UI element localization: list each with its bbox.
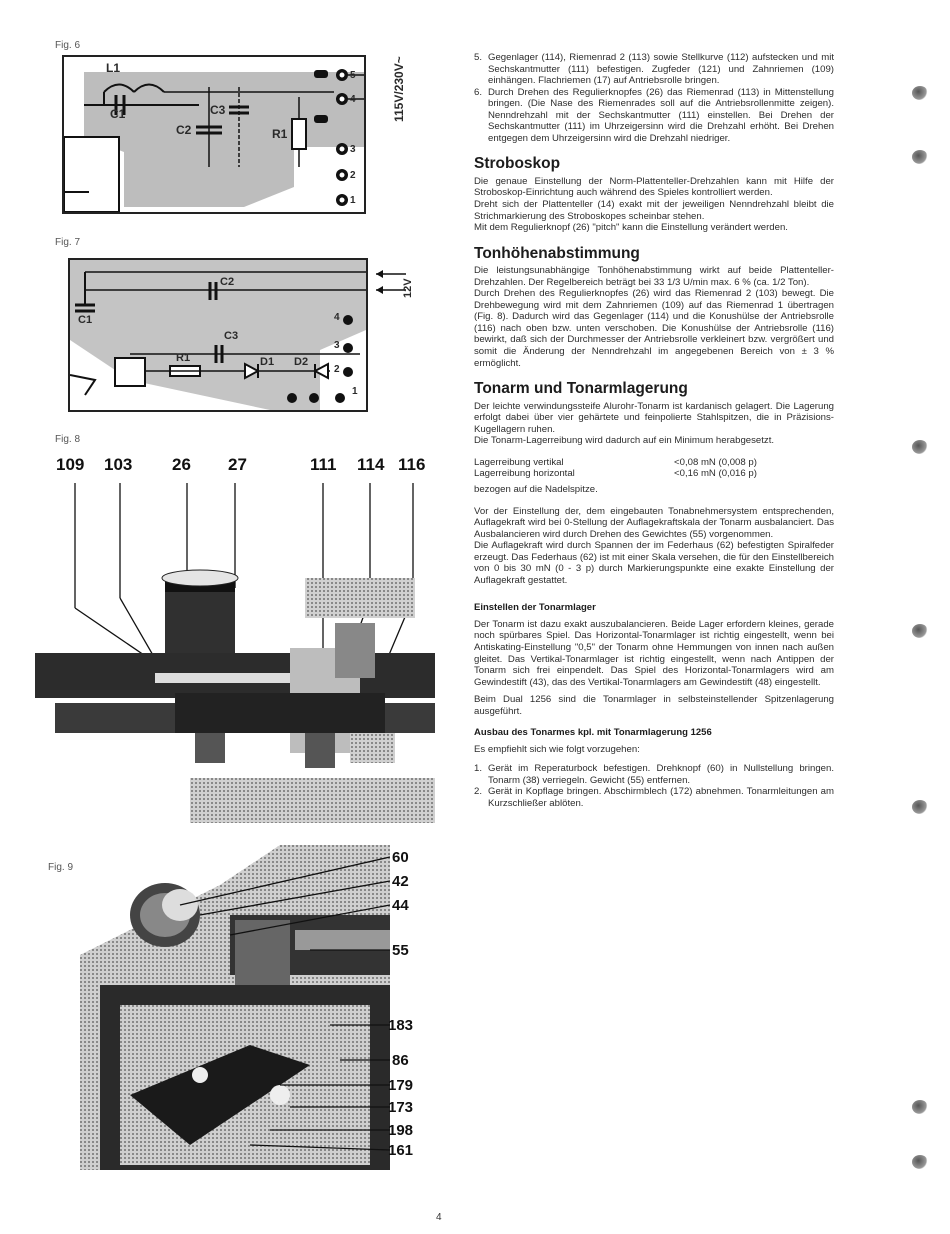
list-item: 1. Gerät im Reperaturbock befestigen. Drehknopf (60) in Nullstellung bringen. Tonarm (38) verriegeln. Gewicht (55) entfernen. bbox=[474, 763, 834, 786]
fig9-callout-183: 183 bbox=[388, 1017, 414, 1034]
paragraph: Die Tonarm-Lagerreibung wird dadurch auf ein Minimum herabgesetzt. bbox=[474, 435, 775, 447]
fig8-callout-111: 111 bbox=[310, 455, 337, 474]
binder-hole-mark bbox=[912, 1155, 928, 1169]
paragraph: Die genaue Einstellung der Norm-Plattenteller-Drehzahlen kann mit Hilfe der Stroboskop-Einrichtung auch während des Spieles kontrolliert werden. bbox=[474, 175, 834, 199]
heading-einstellen: Einstellen der Tonarmlager bbox=[474, 602, 596, 614]
paragraph: Beim Dual 1256 sind die Tonarmlager in selbsteinstellender Spitzenlagerung ausgeführt. bbox=[474, 694, 834, 717]
spec-note: bezogen auf die Nadelspitze. bbox=[474, 483, 598, 495]
fig9-callout-173: 173 bbox=[388, 1099, 414, 1116]
intro-list bbox=[474, 52, 834, 144]
paragraph: Dreht sich der Plattenteller (14) exakt mit der jeweiligen Nenndrehzahl bleibt die Strichmarkierung des Stroboskopes scheinbar stehen. bbox=[474, 199, 834, 222]
fig9-callout-44: 44 bbox=[392, 897, 409, 914]
heading-ausbau: Ausbau des Tonarmes kpl. mit Tonarmlagerung 1256 bbox=[474, 727, 712, 739]
fig7-terminal-3: 3 bbox=[334, 340, 340, 351]
fig6-label-c2: C2 bbox=[176, 123, 192, 137]
fig6-label-r1: R1 bbox=[272, 127, 288, 141]
fig8-callout-26: 26 bbox=[172, 455, 191, 474]
binder-hole-mark bbox=[912, 800, 928, 814]
fig7-circuit-board bbox=[68, 258, 368, 412]
fig8-label: Fig. 8 bbox=[55, 434, 81, 445]
binder-hole-mark bbox=[912, 150, 928, 164]
fig6-terminal-5: 5 bbox=[350, 70, 356, 81]
paragraph: Die leistungsunabhängige Tonhöhenabstimmung wirkt auf beide Plattenteller-Drehzahlen. Der Regelbereich beträgt bei 33 1/3 U/min max. 6 % (ca. 1/2 Ton). bbox=[474, 265, 834, 288]
fig7-label: Fig. 7 bbox=[55, 237, 81, 248]
fig7-label-c3: C3 bbox=[224, 330, 239, 342]
fig8-callout-114: 114 bbox=[357, 455, 385, 474]
fig9-callout-161: 161 bbox=[388, 1142, 414, 1159]
spec-row: Lagerreibung vertikal <0,08 mN (0,008 p) bbox=[474, 456, 757, 468]
spec-row: Lagerreibung horizontal <0,16 mN (0,016 p) bbox=[474, 468, 757, 480]
fig7-terminal-2: 2 bbox=[334, 364, 340, 375]
list-item: 6. Durch Drehen des Regulierknopfes (26) das Riemenrad (113) in Mittenstellung bringen. (Die Nase des Riemenrades soll auf die Antriebsrollenmitte zeigen). Nenndrehzahl mit der Sechskantmutter (111) einstellen. Bei Drehen der Sechskantmutter (111) im Uhrzeigersinn wird die Drehzahl erhöht. Bei Drehen entgegen dem Uhrzeigersinn wird die Drehzahl niedriger. bbox=[474, 86, 834, 144]
heading-stroboskop: Stroboskop bbox=[474, 155, 561, 173]
binder-hole-mark bbox=[912, 624, 928, 638]
heading-tonhoehe: Tonhöhenabstimmung bbox=[474, 244, 640, 262]
fig7-label-r1: R1 bbox=[176, 352, 191, 364]
fig8-callout-103: 103 bbox=[104, 455, 133, 474]
fig9-callout-60: 60 bbox=[392, 849, 409, 866]
text-column bbox=[474, 52, 834, 810]
fig6-circuit-board bbox=[62, 55, 366, 214]
paragraph: Durch Drehen des Regulierknopfes (26) wird das Riemenrad 2 (103) bewegt. Die Drehbewegung wird mit dem Zahnriemen (109) auf das Riemenrad 1 übertragen (Fig. 8). Dadurch wird das Gegenlager (114) und die Konushülse der Antriebsrolle (116) nach oben bzw. unten verschoben. Die Konushülse der Antriebsrolle (116) bewirkt, daß sich der Durchmesser der Antriebsrolle verkleinert bzw. vergrößert und somit die Änderung der Nenndrehzahl im angegebenen Bereich von ± 3 % ermöglicht. bbox=[474, 288, 834, 369]
fig7-label-d2: D2 bbox=[294, 356, 309, 368]
fig6-label: Fig. 6 bbox=[55, 40, 81, 51]
paragraph: Der leichte verwindungssteife Alurohr-Tonarm ist kardanisch gelagert. Die Lagerung erfolgt dabei über vier gehärtete und feinpolierte Stahlspitzen, die in Präzisions-Kugellagern ruhen. bbox=[474, 400, 834, 435]
fig9-label: Fig. 9 bbox=[48, 862, 74, 873]
fig6-terminal-4: 4 bbox=[350, 94, 356, 105]
fig8-mechanism-photo bbox=[35, 478, 435, 823]
fig6-voltage-label: 115V/230V~ bbox=[392, 56, 406, 122]
fig7-label-c1: C1 bbox=[78, 314, 93, 326]
list-item: 2. Gerät in Kopflage bringen. Abschirmblech (172) abnehmen. Tonarmleitungen am Kurzschließer ablöten. bbox=[474, 786, 834, 809]
fig6-terminal-1: 1 bbox=[350, 195, 356, 206]
fig7-terminal-1: 1 bbox=[352, 386, 358, 397]
paragraph: Mit dem Regulierknopf (26) "pitch" kann die Einstellung verändert werden. bbox=[474, 222, 788, 234]
fig7-label-d1: D1 bbox=[260, 356, 275, 368]
binder-hole-mark bbox=[912, 86, 928, 100]
binder-hole-mark bbox=[912, 1100, 928, 1114]
fig8-callout-27: 27 bbox=[228, 455, 247, 474]
fig6-label-l1: L1 bbox=[106, 61, 121, 75]
page-number: 4 bbox=[436, 1212, 442, 1223]
fig6-label-c1: C1 bbox=[110, 107, 126, 121]
fig9-callout-198: 198 bbox=[388, 1122, 414, 1139]
fig7-terminal-4: 4 bbox=[334, 312, 340, 323]
fig9-callout-42: 42 bbox=[392, 873, 409, 890]
fig7-label-c2: C2 bbox=[220, 276, 235, 288]
heading-tonarm: Tonarm und Tonarmlagerung bbox=[474, 380, 688, 398]
fig6-traces bbox=[64, 57, 364, 212]
paragraph: Vor der Einstellung der, dem eingebauten Tonabnehmersystem entsprechenden, Auflagekraft wird bei 0-Stellung der Auflagekraftskala der Tonarm ausbalanciert. Das Ausbalancieren wird durch Drehen des Gewichtes (55) vorgenommen. bbox=[474, 505, 834, 540]
fig9-tonearm-photo bbox=[80, 845, 390, 1170]
binder-hole-mark bbox=[912, 440, 928, 454]
fig9-callout-55: 55 bbox=[392, 942, 409, 959]
fig8-callout-116: 116 bbox=[398, 455, 426, 474]
fig9-callout-179: 179 bbox=[388, 1077, 414, 1094]
paragraph: Es empfiehlt sich wie folgt vorzugehen: bbox=[474, 743, 640, 755]
ausbau-steps bbox=[474, 763, 834, 809]
fig6-label-c3: C3 bbox=[210, 103, 226, 117]
fig7-voltage-label: 12V bbox=[402, 278, 414, 298]
fig6-terminal-3: 3 bbox=[350, 144, 356, 155]
fig9-callout-86: 86 bbox=[392, 1052, 409, 1069]
list-item: 5. Gegenlager (114), Riemenrad 2 (113) sowie Stellkurve (112) aufstecken und mit Sechskantmutter (111) befestigen. Zugfeder (121) und Zahnriemen (109) einhängen. Flachriemen (17) auf Antriebsrolle bringen. bbox=[474, 52, 834, 87]
fig6-terminal-2: 2 bbox=[350, 170, 356, 181]
paragraph: Der Tonarm ist dazu exakt auszubalancieren. Beide Lager erfordern kleines, gerade noch spürbares Spiel. Das Horizontal-Tonarmlager ist richtig eingestellt, wenn bei Antiskating-Einstellung "0,5" der Tonarm ohne Hemmungen von innen nach außen gleitet. Das Vertikal-Tonarmlager ist richtig eingestellt, wenn nach Antippen der Tonarm sich frei einpendelt. Das Spiel des Horizontal-Tonarmlagers wird am Gewindestift (43), das des Vertikal-Tonarmlagers am Gewindestift (48) eingestellt. bbox=[474, 618, 834, 688]
paragraph: Die Auflagekraft wird durch Spannen der im Federhaus (62) befestigten Spiralfeder erzeugt. Das Federhaus (62) ist mit einer Skala versehen, die für den Einstellbereich von 0 bis 30 mN (0 - 3 p) durch Markierungspunkte eine exakte Einstellung der Auflagekraft gestattet. bbox=[474, 540, 834, 586]
fig7-traces bbox=[70, 260, 366, 410]
fig8-callout-109: 109 bbox=[56, 455, 85, 474]
